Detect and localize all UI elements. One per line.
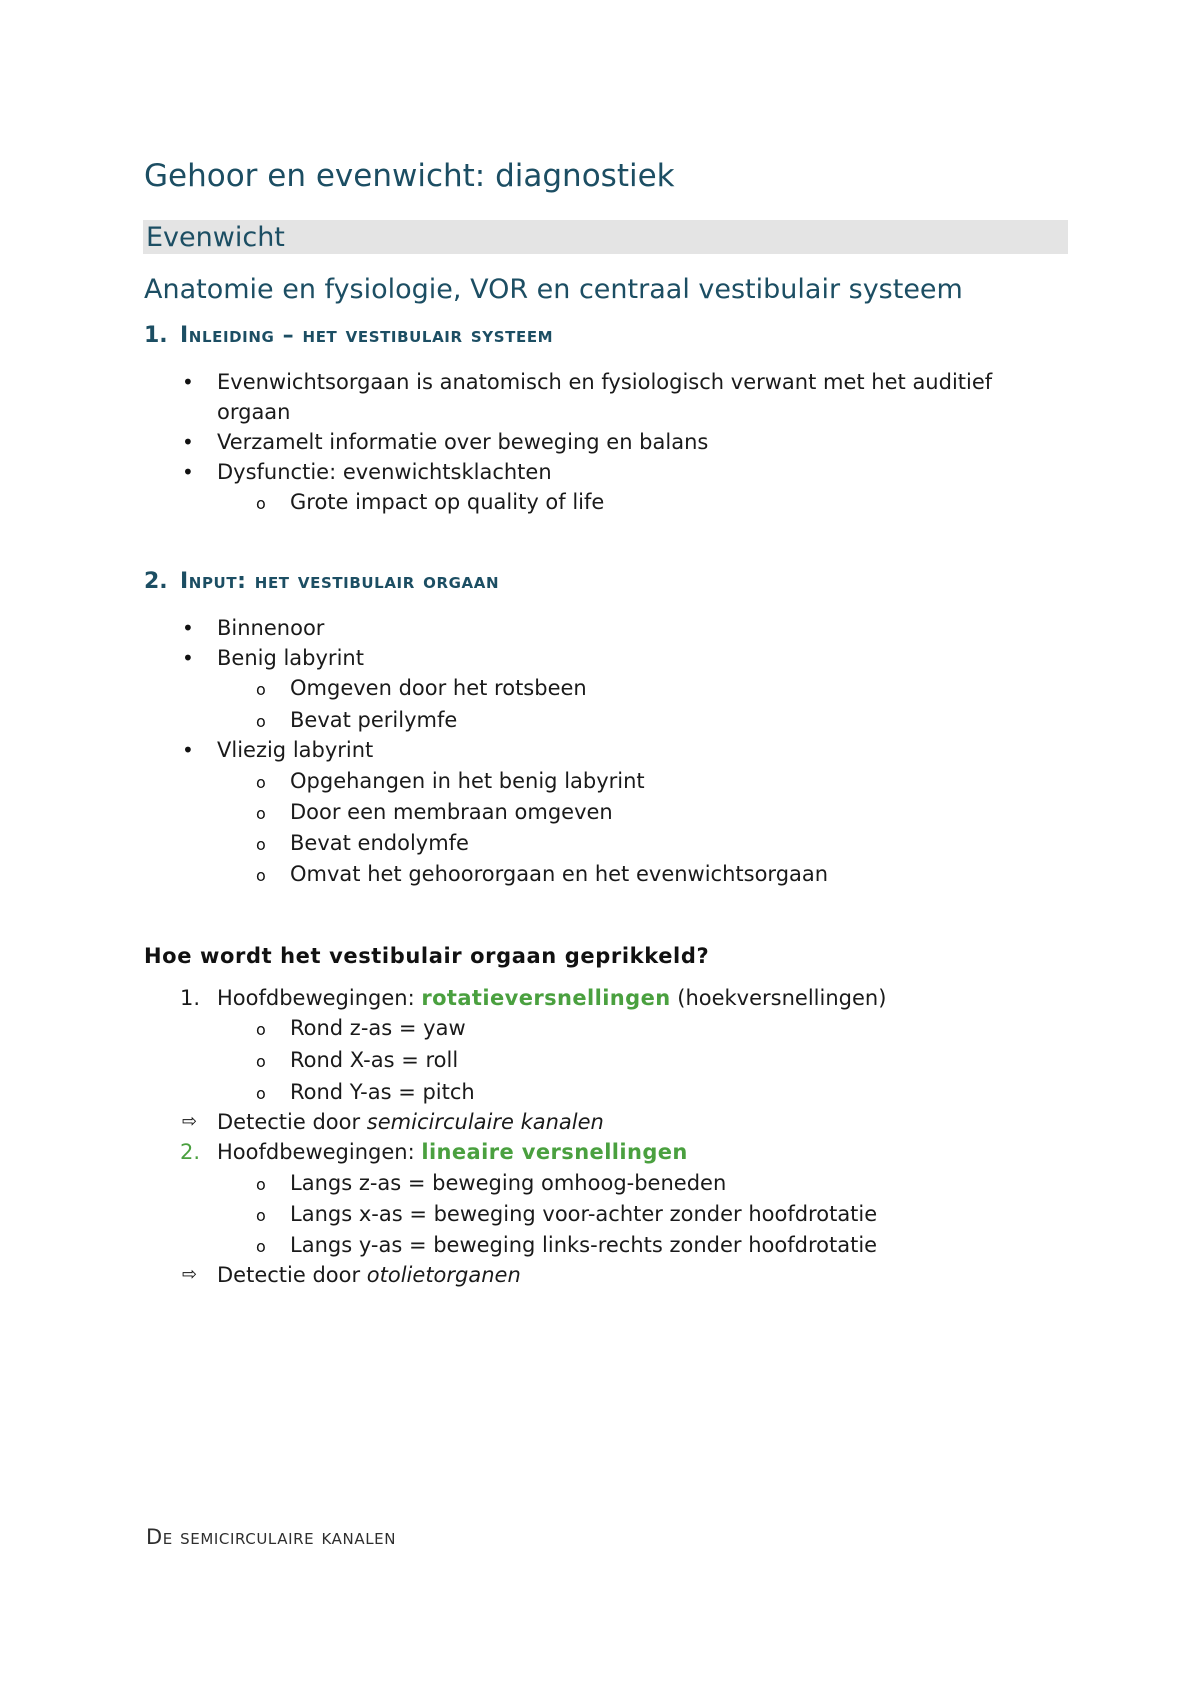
bullet-icon: • [182, 460, 194, 484]
sub-bullet-icon: o [256, 712, 266, 731]
list-item: Binnenoor [217, 616, 325, 640]
bullet-icon: • [182, 616, 194, 640]
list-item: Benig labyrint [217, 646, 364, 670]
ordered-list-item [217, 1138, 688, 1166]
list-item-continuation: orgaan [217, 400, 291, 424]
sub-list-item: Rond Y-as = pitch [290, 1080, 475, 1104]
conclusion-line [217, 1108, 604, 1136]
heading-2-text: Input: het vestibulair orgaan [180, 569, 500, 594]
sub-list-item: Omvat het gehoororgaan en het evenwichtsorgaan [290, 862, 829, 886]
conclusion-line [217, 1261, 521, 1289]
sub-bullet-icon: o [256, 835, 266, 854]
sub-bullet-icon: o [256, 1175, 266, 1194]
sub-bullet-icon: o [256, 494, 266, 513]
bullet-icon: • [182, 430, 194, 454]
heading-1-text: Inleiding – het vestibulair systeem [180, 323, 554, 348]
conclusion-text: Detectie door [217, 1263, 367, 1287]
sub-list-item: Bevat endolymfe [290, 831, 469, 855]
sub-bullet-icon: o [256, 1237, 266, 1256]
subsection-title: Anatomie en fysiologie, VOR en centraal vestibulair systeem [144, 274, 963, 305]
list-item-text: Hoofdbewegingen: [217, 1140, 422, 1164]
heading-2-number: 2. [144, 569, 168, 594]
bullet-icon: • [182, 646, 194, 670]
sub-bullet-icon: o [256, 1020, 266, 1039]
arrow-right-icon: ⇨ [182, 1264, 198, 1285]
highlighted-term: lineaire versnellingen [421, 1140, 688, 1164]
document-title: Gehoor en evenwicht: diagnostiek [144, 158, 675, 194]
sub-bullet-icon: o [256, 1206, 266, 1225]
question-heading: Hoe wordt het vestibulair orgaan geprikkeld? [144, 944, 710, 968]
sub-list-item: Langs x-as = beweging voor-achter zonder hoofdrotatie [290, 1202, 878, 1226]
list-item-text: Hoofdbewegingen: [217, 986, 422, 1010]
heading-1-number: 1. [144, 323, 168, 348]
section-title: Evenwicht [146, 222, 285, 253]
sub-list-item: Omgeven door het rotsbeen [290, 676, 587, 700]
highlighted-term: rotatieversnellingen [421, 986, 671, 1010]
conclusion-text: Detectie door [217, 1110, 367, 1134]
sub-bullet-icon: o [256, 1052, 266, 1071]
sub-list-item: Bevat perilymfe [290, 708, 458, 732]
conclusion-term: otolietorganen [366, 1263, 521, 1287]
ordered-list-item [217, 984, 886, 1012]
list-item: Evenwichtsorgaan is anatomisch en fysiologisch verwant met het auditief [217, 370, 993, 394]
sub-list-item: Door een membraan omgeven [290, 800, 613, 824]
list-number: 1. [180, 986, 201, 1010]
sub-list-item: Grote impact op quality of life [290, 490, 605, 514]
sub-bullet-icon: o [256, 1084, 266, 1103]
list-number: 2. [180, 1140, 201, 1164]
sub-bullet-icon: o [256, 866, 266, 885]
list-item: Vliezig labyrint [217, 738, 374, 762]
sub-bullet-icon: o [256, 773, 266, 792]
sub-list-item: Opgehangen in het benig labyrint [290, 769, 645, 793]
arrow-right-icon: ⇨ [182, 1111, 198, 1132]
sub-list-item: Rond X-as = roll [290, 1048, 459, 1072]
bullet-icon: • [182, 370, 194, 394]
sub-bullet-icon: o [256, 680, 266, 699]
sub-list-item: Rond z-as = yaw [290, 1016, 466, 1040]
sub-list-item: Langs y-as = beweging links-rechts zonder hoofdrotatie [290, 1233, 878, 1257]
conclusion-term: semicirculaire kanalen [366, 1110, 604, 1134]
sub-bullet-icon: o [256, 804, 266, 823]
bullet-icon: • [182, 738, 194, 762]
sub-list-item: Langs z-as = beweging omhoog-beneden [290, 1171, 727, 1195]
list-item: Dysfunctie: evenwichtsklachten [217, 460, 552, 484]
list-item-text: (hoekversnellingen) [670, 986, 887, 1010]
list-item: Verzamelt informatie over beweging en balans [217, 430, 709, 454]
next-section-heading: De semicirculaire kanalen [146, 1525, 397, 1549]
